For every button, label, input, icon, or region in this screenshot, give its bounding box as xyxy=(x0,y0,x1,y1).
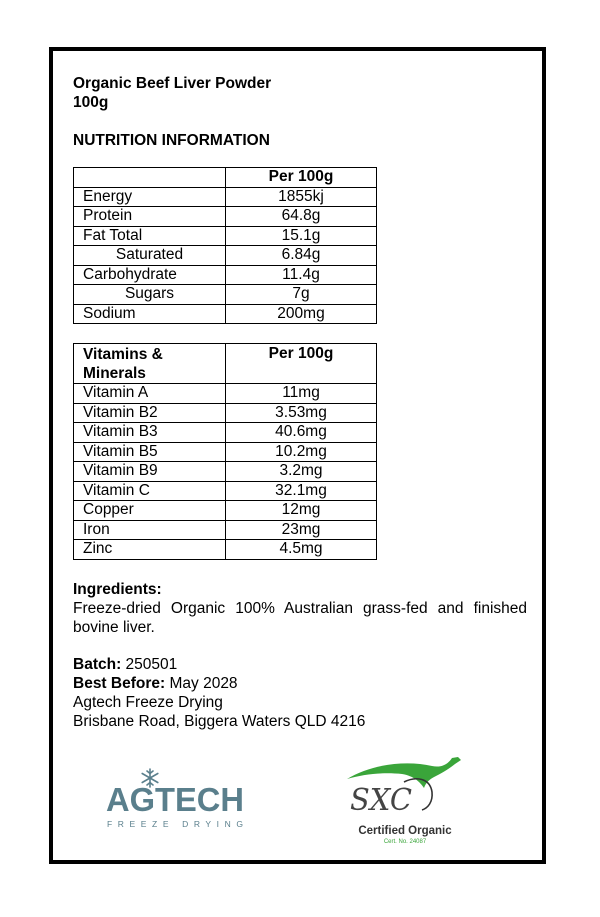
nutrient-value: 6.84g xyxy=(226,246,377,266)
vitamins-header-line1: Vitamins & xyxy=(83,346,163,363)
vitamin-value: 12mg xyxy=(226,501,377,521)
nutrient-label: Sugars xyxy=(74,285,226,305)
table-row xyxy=(74,187,377,207)
company-address: Brisbane Road, Biggera Waters QLD 4216 xyxy=(73,713,366,730)
vitamin-label: Copper xyxy=(74,501,226,521)
table-row xyxy=(74,207,377,227)
agtech-wordmark: AGTECH xyxy=(106,781,244,818)
vitamin-value: 4.5mg xyxy=(226,540,377,560)
product-weight: 100g xyxy=(73,94,109,111)
vitamin-value: 11mg xyxy=(226,384,377,404)
batch-line xyxy=(73,655,177,674)
batch-value: 250501 xyxy=(125,656,178,673)
table-header-per100g: Per 100g xyxy=(226,344,377,384)
table-header-per100g: Per 100g xyxy=(226,168,377,188)
product-name: Organic Beef Liver Powder xyxy=(73,75,272,92)
table-row xyxy=(74,246,377,266)
vitamin-value: 23mg xyxy=(226,520,377,540)
nutrient-value: 15.1g xyxy=(226,226,377,246)
best-before-value: May 2028 xyxy=(169,675,238,692)
nutrient-label: Saturated xyxy=(74,246,226,266)
ingredients-text: Freeze-dried Organic 100% Australian grass-fed and finished bovine liver. xyxy=(73,600,527,636)
sxc-cert-number: Cert. No. 24087 xyxy=(383,839,427,845)
vitamin-label: Vitamin C xyxy=(74,481,226,501)
vitamin-label: Vitamin A xyxy=(74,384,226,404)
vitamin-value: 3.2mg xyxy=(226,462,377,482)
nutrient-value: 11.4g xyxy=(226,265,377,285)
table-row xyxy=(74,304,377,324)
nutrient-value: 1855kj xyxy=(226,187,377,207)
table-header-row xyxy=(74,344,377,384)
table-row xyxy=(74,540,377,560)
vitamin-label: Vitamin B5 xyxy=(74,442,226,462)
table-row xyxy=(74,403,377,423)
vitamin-label: Vitamin B2 xyxy=(74,403,226,423)
table-row xyxy=(74,501,377,521)
vitamin-value: 3.53mg xyxy=(226,403,377,423)
vitamin-value: 40.6mg xyxy=(226,423,377,443)
vitamin-label: Iron xyxy=(74,520,226,540)
best-before-line xyxy=(73,674,238,693)
nutrient-label: Protein xyxy=(74,207,226,227)
ingredients-heading: Ingredients: xyxy=(73,581,162,598)
nutrient-label: Fat Total xyxy=(74,226,226,246)
nutrition-table xyxy=(73,167,377,324)
table-row xyxy=(74,462,377,482)
table-row xyxy=(74,226,377,246)
table-row xyxy=(74,423,377,443)
table-row xyxy=(74,442,377,462)
vitamins-header-label xyxy=(74,344,226,384)
table-row xyxy=(74,481,377,501)
nutrient-value: 7g xyxy=(226,285,377,305)
table-row xyxy=(74,285,377,305)
section-title: NUTRITION INFORMATION xyxy=(73,132,270,149)
nutrient-label: Energy xyxy=(74,187,226,207)
table-row xyxy=(74,265,377,285)
nutrient-value: 64.8g xyxy=(226,207,377,227)
nutrient-label: Sodium xyxy=(74,304,226,324)
nutrient-label: Carbohydrate xyxy=(74,265,226,285)
vitamin-label: Vitamin B9 xyxy=(74,462,226,482)
vitamins-table xyxy=(73,343,377,560)
company-name: Agtech Freeze Drying xyxy=(73,694,223,711)
vitamins-header-line2: Minerals xyxy=(83,365,146,382)
vitamin-value: 32.1mg xyxy=(226,481,377,501)
vitamin-label: Vitamin B3 xyxy=(74,423,226,443)
vitamin-value: 10.2mg xyxy=(226,442,377,462)
table-header-row xyxy=(74,168,377,188)
sxc-certified-organic: Certified Organic xyxy=(358,825,452,837)
table-row xyxy=(74,520,377,540)
sxc-letters: SXC xyxy=(350,783,413,818)
agtech-subtitle: FREEZE DRYING xyxy=(107,819,243,829)
agtech-logo xyxy=(104,768,248,830)
best-before-label: Best Before: xyxy=(73,675,166,692)
table-header-empty xyxy=(74,168,226,188)
vitamin-label: Zinc xyxy=(74,540,226,560)
batch-label: Batch: xyxy=(73,656,122,673)
table-row xyxy=(74,384,377,404)
nutrient-value: 200mg xyxy=(226,304,377,324)
sxc-certified-organic-logo xyxy=(344,752,466,848)
